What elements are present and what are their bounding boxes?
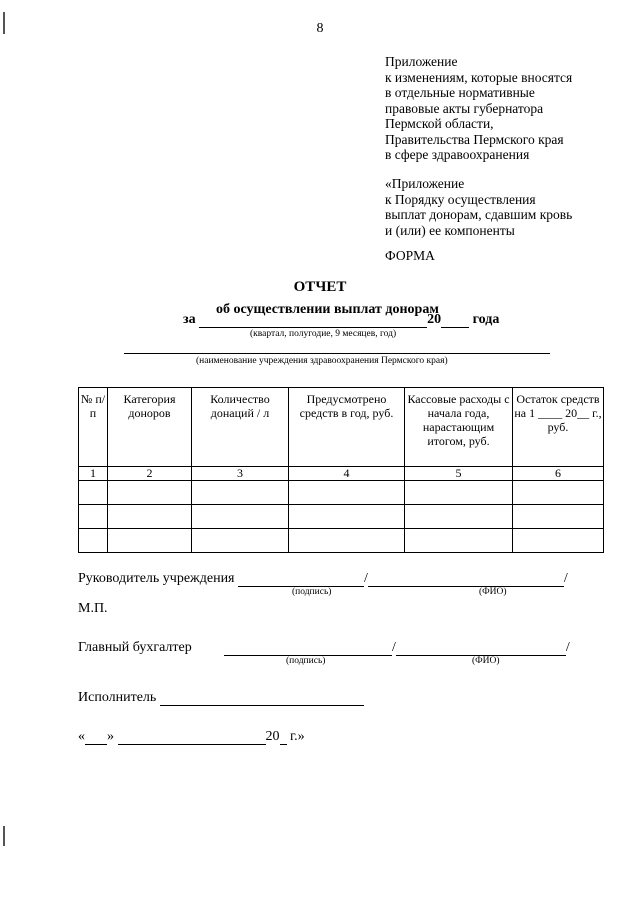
- col-header-planned: Предусмотрено средств в год, руб.: [289, 388, 405, 467]
- column-number: 2: [108, 467, 192, 481]
- slash: /: [563, 571, 568, 586]
- column-number: 3: [192, 467, 289, 481]
- appendix-line: правовые акты губернатора: [385, 100, 544, 116]
- appendix-line: к изменениям, которые вносятся: [385, 69, 573, 85]
- accountant-fio-blank[interactable]: [396, 641, 566, 656]
- slash: /: [565, 640, 570, 655]
- organization-blank[interactable]: [124, 353, 550, 354]
- slash: /: [392, 640, 396, 655]
- accountant-blanks: [224, 640, 570, 656]
- date-line: [78, 729, 305, 745]
- executor-line: [78, 690, 364, 706]
- head-fio-hint: (ФИО): [479, 587, 507, 597]
- table-header-row: [79, 388, 604, 467]
- scan-margin-mark: [3, 826, 5, 846]
- accountant-signature-hint: (подпись): [286, 656, 326, 666]
- table-cell[interactable]: [405, 505, 513, 529]
- accountant-fio-hint: (ФИО): [472, 656, 500, 666]
- report-subtitle: об осуществлении выплат донорам: [216, 302, 439, 317]
- appendix-line: Пермской области,: [385, 116, 494, 131]
- date-suffix: г.»: [290, 729, 305, 744]
- accountant-signature-blank[interactable]: [224, 641, 392, 656]
- date-year-blank[interactable]: [280, 730, 287, 745]
- table-cell[interactable]: [405, 529, 513, 553]
- table-row: [79, 481, 604, 505]
- table-column-numbers-row: [79, 467, 604, 481]
- table-cell[interactable]: [513, 529, 604, 553]
- period-prefix: за: [183, 312, 196, 327]
- appendix-line: и (или) ее компоненты: [385, 222, 515, 238]
- stamp-label: М.П.: [78, 601, 108, 616]
- column-number: 5: [405, 467, 513, 481]
- date-close-quote: »: [107, 729, 114, 744]
- appendix-line: «Приложение: [385, 176, 465, 191]
- head-signature-line: [78, 571, 568, 587]
- period-suffix: года: [472, 312, 500, 327]
- page-number: 8: [316, 21, 324, 36]
- table-cell[interactable]: [192, 505, 289, 529]
- slash: /: [364, 571, 368, 586]
- head-label: Руководитель учреждения: [78, 571, 235, 586]
- period-hint: (квартал, полугодие, 9 месяцев, год): [250, 329, 397, 339]
- executor-blank[interactable]: [160, 691, 364, 706]
- date-year-prefix: 20: [265, 729, 280, 744]
- table-cell[interactable]: [513, 481, 604, 505]
- table-cell[interactable]: [108, 505, 192, 529]
- report-period-line: [183, 312, 499, 328]
- table-cell[interactable]: [79, 529, 108, 553]
- head-signature-hint: (подпись): [292, 587, 332, 597]
- period-year-blank[interactable]: [441, 313, 469, 328]
- table-cell[interactable]: [192, 481, 289, 505]
- appendix-line: Приложение: [385, 54, 458, 69]
- table-row: [79, 505, 604, 529]
- col-header-expenses: Кассовые расходы с начала года, нарастающим итогом, руб.: [405, 388, 513, 467]
- table-cell[interactable]: [289, 481, 405, 505]
- table-cell[interactable]: [79, 481, 108, 505]
- column-number: 1: [79, 467, 108, 481]
- table-cell[interactable]: [289, 505, 405, 529]
- organization-hint: (наименование учреждения здравоохранения Пермского края): [196, 356, 448, 366]
- accountant-label: Главный бухгалтер: [78, 640, 192, 655]
- date-open-quote: «: [78, 729, 85, 744]
- table-cell[interactable]: [405, 481, 513, 505]
- report-table: [78, 387, 604, 553]
- date-month-blank[interactable]: [118, 730, 266, 745]
- accountant-signature-line: [78, 640, 192, 656]
- appendix-line: в отдельные нормативные: [385, 85, 535, 100]
- col-header-number: № п/п: [79, 388, 108, 467]
- head-signature-blank[interactable]: [238, 572, 364, 587]
- table-cell[interactable]: [513, 505, 604, 529]
- period-year-prefix: 20: [427, 312, 442, 327]
- form-label: ФОРМА: [385, 248, 435, 263]
- appendix-line: выплат донорам, сдавшим кровь: [385, 207, 573, 222]
- date-day-blank[interactable]: [85, 730, 107, 745]
- executor-label: Исполнитель: [78, 690, 157, 705]
- table-row: [79, 529, 604, 553]
- appendix-procedure-header: [385, 176, 625, 238]
- appendix-line: Правительства Пермского края: [385, 131, 564, 147]
- period-blank[interactable]: [199, 313, 427, 328]
- col-header-category: Категория доноров: [108, 388, 192, 467]
- table-cell[interactable]: [79, 505, 108, 529]
- table-cell[interactable]: [289, 529, 405, 553]
- col-header-balance: Остаток средств на 1 ____ 20__ г., руб.: [513, 388, 604, 467]
- appendix-line: к Порядку осуществления: [385, 191, 536, 207]
- appendix-header: [385, 54, 625, 163]
- col-header-donations: Количество донаций / л: [192, 388, 289, 467]
- head-fio-blank[interactable]: [368, 572, 564, 587]
- column-number: 4: [289, 467, 405, 481]
- column-number: 6: [513, 467, 604, 481]
- table-cell[interactable]: [108, 529, 192, 553]
- report-title: ОТЧЕТ: [293, 279, 347, 295]
- scan-margin-mark: [3, 12, 5, 34]
- appendix-line: в сфере здравоохранения: [385, 147, 530, 162]
- table-cell[interactable]: [192, 529, 289, 553]
- table-cell[interactable]: [108, 481, 192, 505]
